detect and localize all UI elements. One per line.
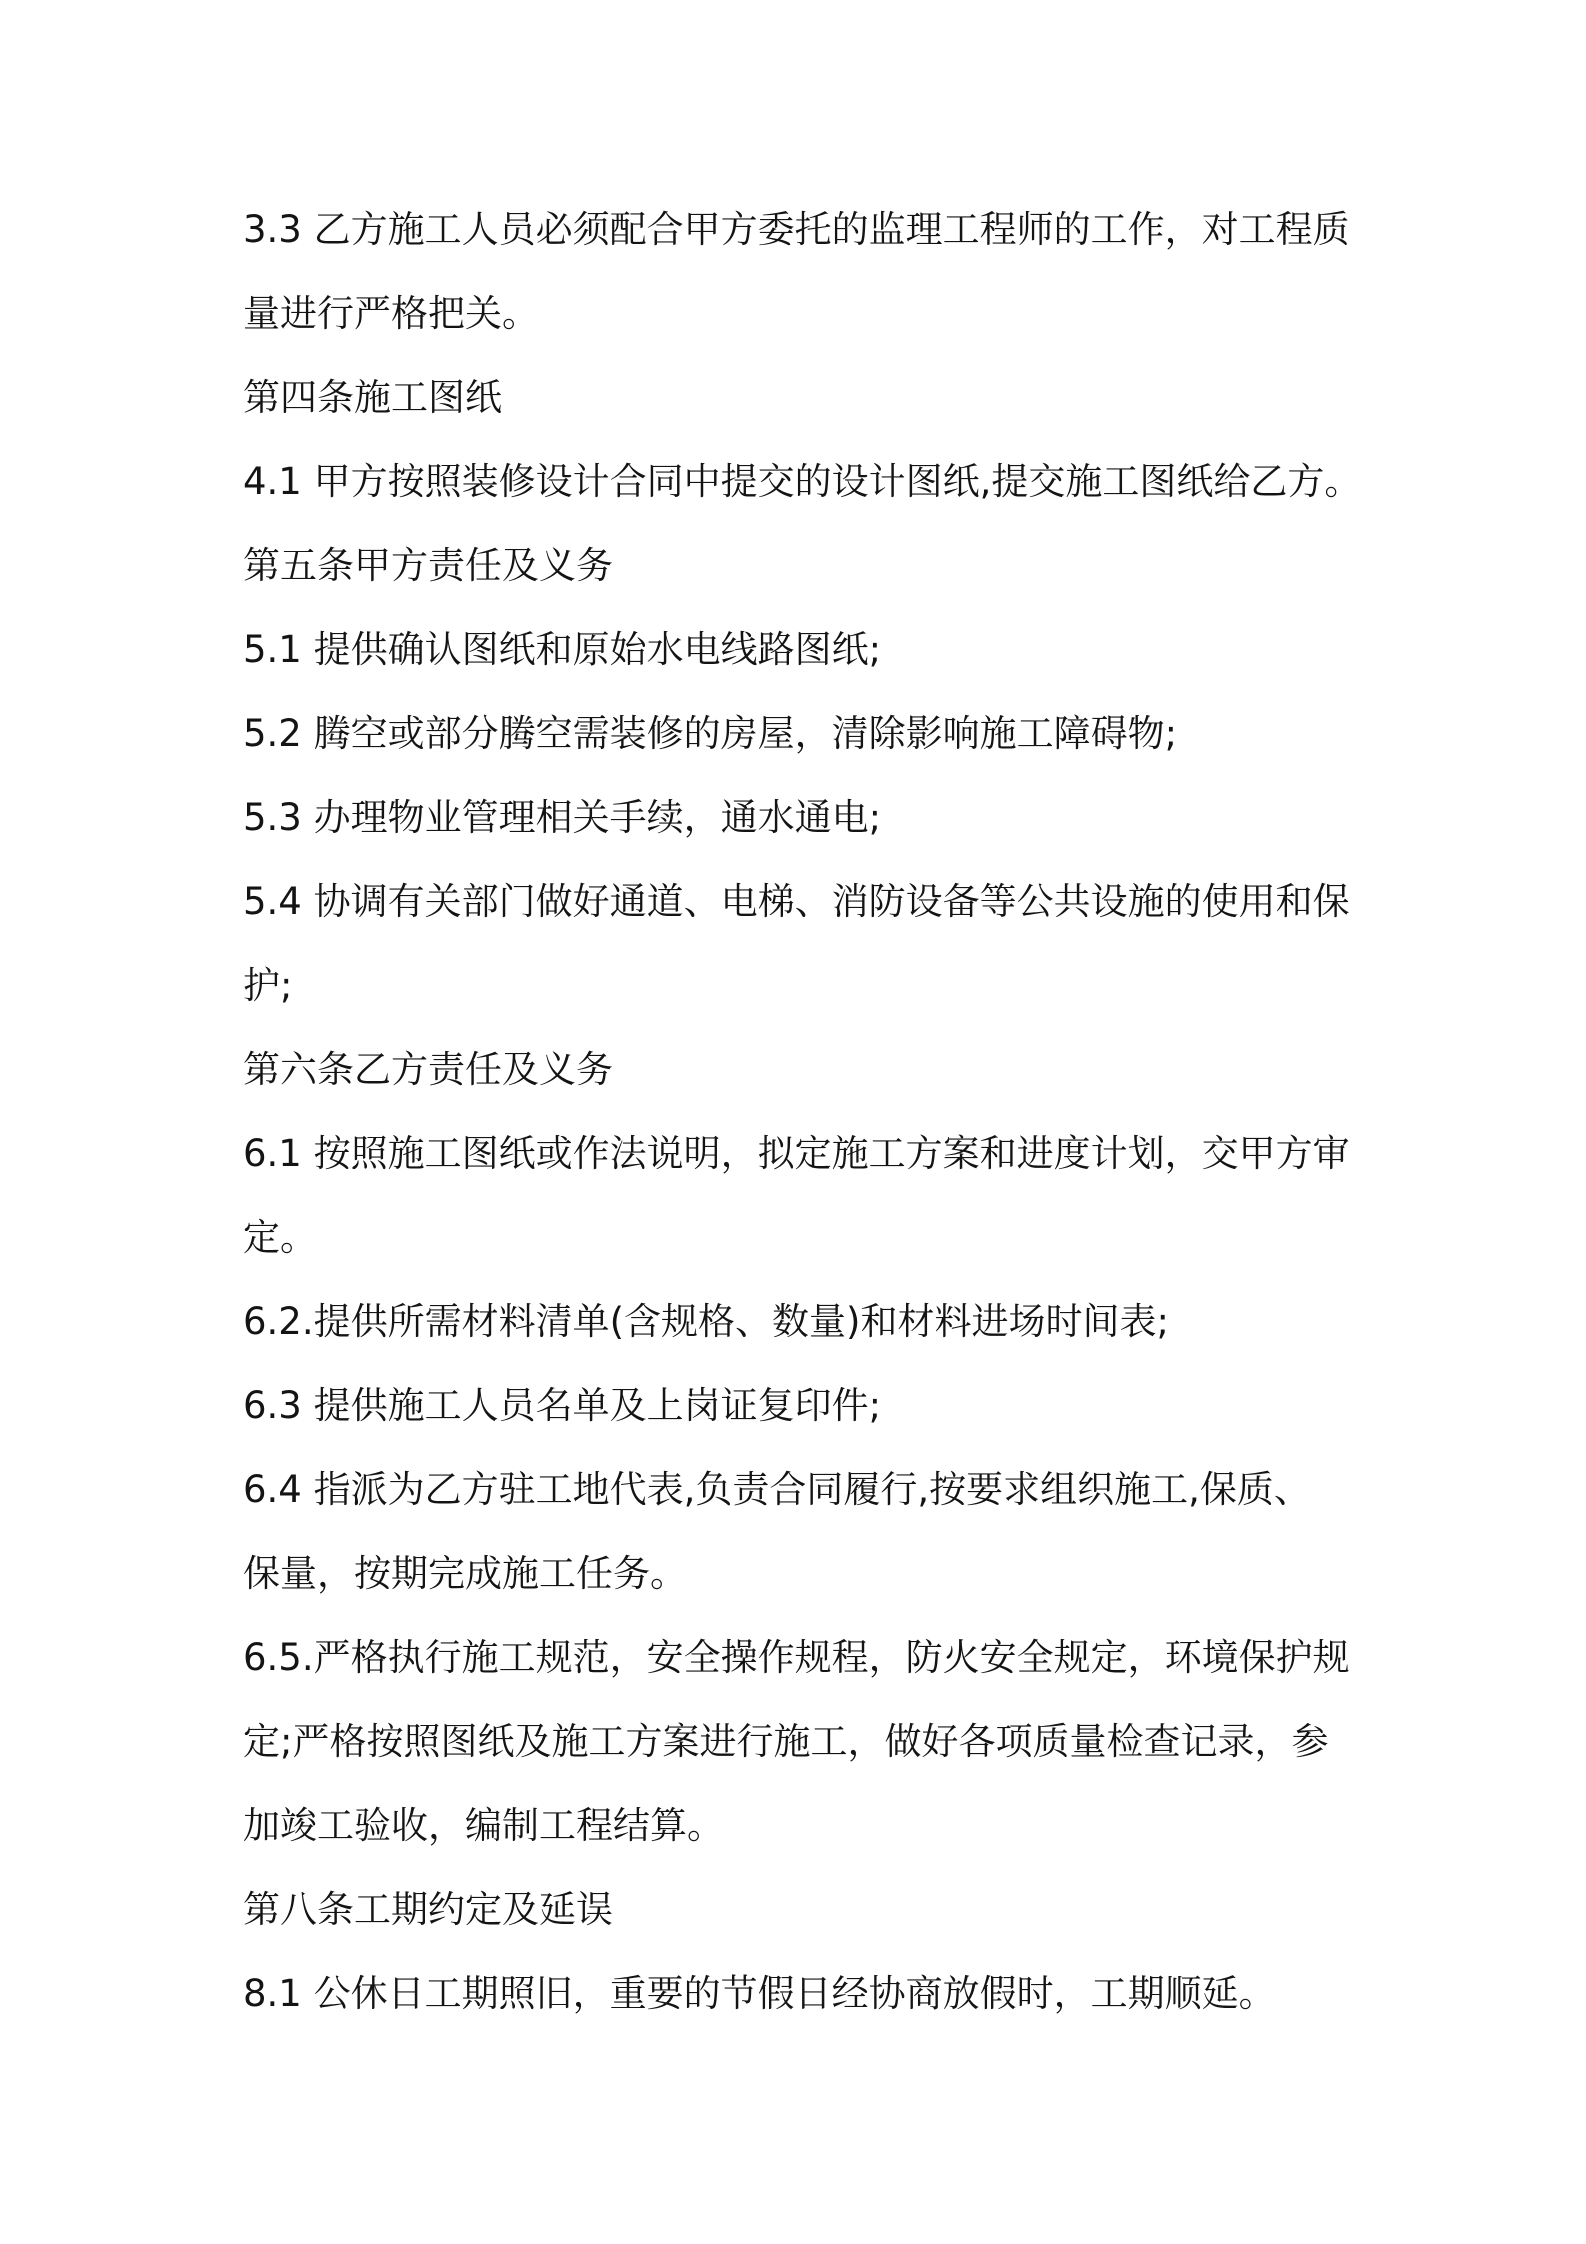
clause-3-3-line-1: 3.3 乙方施工人员必须配合甲方委托的监理工程师的工作，对工程质	[243, 208, 1350, 251]
clause-5-4-line-2: 护;	[243, 964, 293, 1007]
document-body	[243, 188, 1363, 2036]
clause-6-5-line-2: 定;严格按照图纸及施工方案进行施工，做好各项质量检查记录，参	[243, 1720, 1329, 1763]
clause-4-1: 4.1 甲方按照装修设计合同中提交的设计图纸,提交施工图纸给乙方。	[243, 460, 1362, 503]
clause-6-2: 6.2.提供所需材料清单(含规格、数量)和材料进场时间表;	[243, 1300, 1169, 1343]
clause-6-5-line-1: 6.5.严格执行施工规范，安全操作规程，防火安全规定，环境保护规	[243, 1636, 1350, 1679]
clause-6-1-line-2: 定。	[243, 1216, 317, 1259]
clause-6-5-line-3: 加竣工验收，编制工程结算。	[243, 1804, 724, 1847]
clause-6-3: 6.3 提供施工人员名单及上岗证复印件;	[243, 1384, 882, 1427]
clause-6-4-line-2: 保量，按期完成施工任务。	[243, 1552, 687, 1595]
clause-5-3: 5.3 办理物业管理相关手续，通水通电;	[243, 796, 882, 839]
clause-5-4-line-1: 5.4 协调有关部门做好通道、电梯、消防设备等公共设施的使用和保	[243, 880, 1350, 923]
article-6-heading: 第六条乙方责任及义务	[243, 1048, 613, 1091]
clause-5-1: 5.1 提供确认图纸和原始水电线路图纸;	[243, 628, 882, 671]
article-5-heading: 第五条甲方责任及义务	[243, 544, 613, 587]
clause-6-1-line-1: 6.1 按照施工图纸或作法说明，拟定施工方案和进度计划，交甲方审	[243, 1132, 1350, 1175]
clause-5-2: 5.2 腾空或部分腾空需装修的房屋，清除影响施工障碍物;	[243, 712, 1178, 755]
article-8-heading: 第八条工期约定及延误	[243, 1888, 613, 1931]
clause-3-3-line-2: 量进行严格把关。	[243, 292, 539, 335]
clause-8-1: 8.1 公休日工期照旧，重要的节假日经协商放假时，工期顺延。	[243, 1972, 1276, 2015]
clause-6-4-line-1: 6.4 指派为乙方驻工地代表,负责合同履行,按要求组织施工,保质、	[243, 1468, 1311, 1511]
article-4-heading: 第四条施工图纸	[243, 376, 502, 419]
